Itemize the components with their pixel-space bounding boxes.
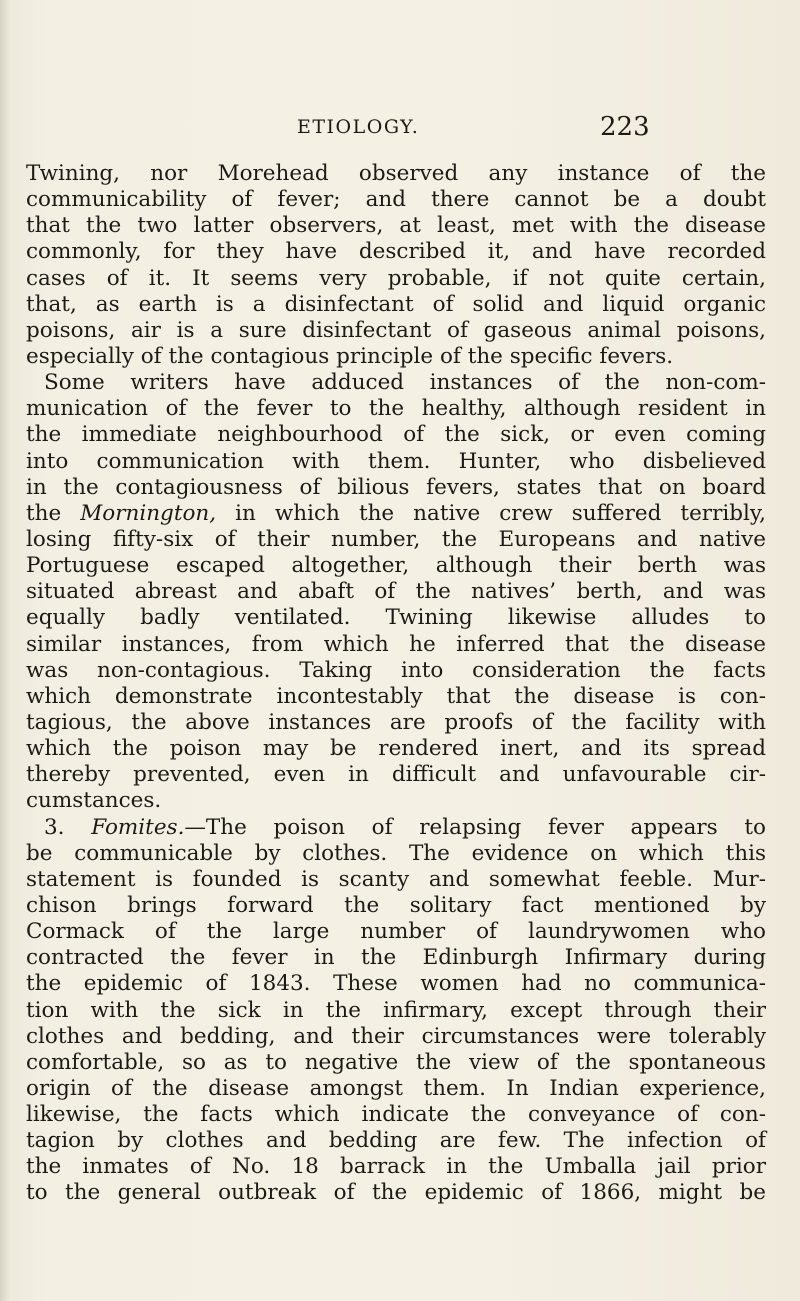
text-line-segment: 3.	[44, 814, 92, 840]
text-line-segment: to the general outbreak of the epidemic of 1866, might be	[26, 1180, 766, 1206]
text-line	[26, 684, 766, 710]
text-line-segment: cumstances.	[26, 788, 162, 814]
text-line	[26, 475, 766, 501]
text-line-segment: the immediate neighbourhood of the sick, or even coming	[26, 422, 766, 448]
text-line	[26, 1154, 766, 1180]
text-line	[26, 893, 766, 919]
text-line-segment: tion with the sick in the infirmary, except through their	[26, 997, 766, 1023]
text-line-segment: cases of it. It seems very probable, if not quite certain,	[26, 265, 766, 291]
text-line	[26, 971, 766, 997]
text-line	[26, 762, 766, 788]
text-line-segment: was non-contagious. Taking into consideration the facts	[26, 657, 766, 683]
text-line-segment: equally badly ventilated. Twining likewise alludes to	[26, 605, 766, 631]
body-text	[26, 161, 766, 1207]
text-line	[26, 449, 766, 475]
text-line-segment: Twining, nor Morehead observed any instance of the	[26, 161, 766, 186]
text-line	[26, 658, 766, 684]
text-line-segment: clothes and bedding, and their circumstances were tolerably	[26, 1023, 766, 1049]
text-line	[26, 710, 766, 736]
text-line	[26, 396, 766, 422]
text-line-segment: munication of the fever to the healthy, although resident in	[26, 396, 766, 422]
text-line	[26, 788, 766, 814]
running-head: ETIOLOGY.	[297, 116, 420, 138]
text-line-segment: tagious, the above instances are proofs of the facility with	[26, 709, 766, 735]
text-line	[26, 1128, 766, 1154]
text-line	[26, 998, 766, 1024]
text-line-segment: chison brings forward the solitary fact mentioned by	[26, 892, 766, 918]
text-line	[26, 815, 766, 841]
text-line-segment: similar instances, from which he inferred that the disease	[26, 631, 766, 657]
page-number: 223	[600, 112, 650, 142]
text-line	[26, 292, 766, 318]
text-line-segment: that, as earth is a disinfectant of solid and liquid organic	[26, 291, 766, 317]
text-line-segment: Portuguese escaped altogether, although their berth was	[26, 553, 766, 579]
text-line	[26, 867, 766, 893]
text-line-segment: be communicable by clothes. The evidence on which this	[26, 840, 766, 866]
text-line-segment: situated abreast and abaft of the natives’ berth, and was	[26, 579, 766, 605]
text-line	[26, 266, 766, 292]
text-line	[26, 422, 766, 448]
text-line	[26, 945, 766, 971]
text-line-segment: Cormack of the large number of laundrywomen who	[26, 919, 766, 945]
text-line	[26, 1180, 766, 1206]
text-line	[26, 841, 766, 867]
page-gutter-shadow	[0, 0, 10, 1301]
text-line-segment: commonly, for they have described it, and have recorded	[26, 239, 766, 265]
text-line-segment: the	[26, 500, 81, 526]
text-line-segment: the inmates of No. 18 barrack in the Umballa jail prior	[26, 1154, 766, 1180]
text-line-segment: which the poison may be rendered inert, and its spread	[26, 736, 766, 762]
text-line-segment: thereby prevented, even in difficult and unfavourable cir-	[26, 762, 766, 788]
text-line-segment: statement is founded is scanty and somewhat feeble. Mur-	[26, 866, 766, 892]
text-line-segment: poisons, air is a sure disinfectant of gaseous animal poisons,	[26, 317, 766, 343]
text-line-segment: —The poison of relapsing fever appears to	[184, 814, 766, 840]
text-line-segment: likewise, the facts which indicate the conveyance of con-	[26, 1102, 766, 1128]
text-line-segment: Some writers have adduced instances of the non-com-	[44, 370, 766, 396]
text-line	[26, 501, 766, 527]
text-line	[26, 1050, 766, 1076]
text-line-segment: origin of the disease amongst them. In Indian experience,	[26, 1075, 766, 1101]
text-line-segment: communicability of fever; and there cannot be a doubt	[26, 187, 766, 213]
text-line	[26, 370, 766, 396]
text-line	[26, 318, 766, 344]
text-line	[26, 213, 766, 239]
text-line	[26, 553, 766, 579]
text-line	[26, 344, 766, 370]
text-line	[26, 919, 766, 945]
text-line	[26, 1102, 766, 1128]
text-line-segment: contracted the fever in the Edinburgh Infirmary during	[26, 945, 766, 971]
text-line	[26, 1024, 766, 1050]
text-line-segment: especially of the contagious principle of the specific fevers.	[26, 343, 674, 369]
text-line	[26, 161, 766, 187]
text-line	[26, 187, 766, 213]
text-line-segment: into communication with them. Hunter, who disbelieved	[26, 448, 766, 474]
text-line	[26, 632, 766, 658]
text-line	[26, 239, 766, 265]
text-line	[26, 605, 766, 631]
italic-term: Fomites.	[91, 814, 185, 840]
italic-term: Mornington,	[80, 500, 217, 526]
text-line	[26, 579, 766, 605]
text-line-segment: that the two latter observers, at least, met with the disease	[26, 213, 766, 239]
text-line-segment: in which the native crew suffered terribly,	[216, 500, 766, 526]
text-line	[26, 736, 766, 762]
text-line-segment: in the contagiousness of bilious fevers, states that on board	[26, 474, 766, 500]
text-line-segment: tagion by clothes and bedding are few. The infection of	[26, 1128, 766, 1154]
text-line-segment: the epidemic of 1843. These women had no communica-	[26, 971, 766, 997]
text-line	[26, 1076, 766, 1102]
text-line-segment: comfortable, so as to negative the view of the spontaneous	[26, 1049, 766, 1075]
page-header	[0, 112, 800, 142]
text-line-segment: losing fifty-six of their number, the Europeans and native	[26, 526, 766, 552]
text-line	[26, 527, 766, 553]
text-line-segment: which demonstrate incontestably that the disease is con-	[26, 683, 766, 709]
